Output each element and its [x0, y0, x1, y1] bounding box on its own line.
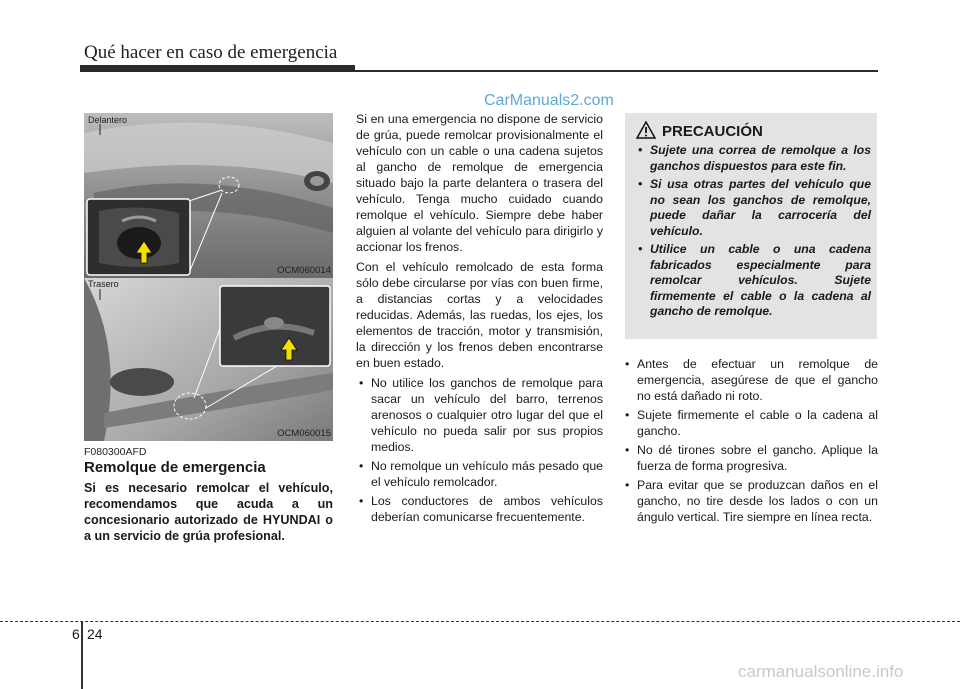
list-item: • Sujete una correa de remolque a los ganchos dispuestos para este fin. — [635, 143, 871, 174]
list-item: • Si usa otras partes del vehículo que no sean los ganchos de remolque, puede dañar la carrocería del vehículo. — [635, 177, 871, 239]
list-item: • Sujete firmemente el cable o la cadena al gancho. — [622, 407, 878, 439]
section-title: Remolque de emergencia — [84, 459, 266, 476]
rear-photo-label: Trasero — [88, 279, 119, 289]
main-text-column — [356, 111, 603, 528]
list-item: • Los conductores de ambos vehículos deberían comunicarse frecuentemente. — [356, 493, 603, 525]
list-item: • Utilice un cable o una cadena fabricados especialmente para remolcar vehículos. Sujete firmemente el cable o la cadena al gancho de remolque. — [635, 242, 871, 320]
warning-list — [356, 375, 603, 525]
paragraph: Si en una emergencia no dispone de servicio de grúa, puede remolcar provisionalmente el vehículo con un cable o una cadena sujetos al gancho de remolque de emergencia situado bajo la parte delantera o trasera del vehículo. Tenga mucho cuidado cuando remolque el vehículo. Siempre debe haber alguien al volante del vehículo para dirigirlo y accionar los frenos. — [356, 112, 603, 254]
section-intro: Si es necesario remolcar el vehículo, recomendamos que acuda a un concesionario autorizado de HYUNDAI o a un servicio de grúa profesional. — [84, 481, 333, 543]
page-header-title: Qué hacer en caso de emergencia — [84, 42, 338, 63]
caution-title: PRECAUCIÓN — [662, 123, 763, 140]
rear-tow-hook-photo — [84, 278, 333, 441]
list-item: • No remolque un vehículo más pesado que el vehículo remolcador. — [356, 458, 603, 490]
rear-bumper-illustration — [84, 278, 333, 441]
page-number: 24 — [87, 626, 103, 642]
instructions-list — [622, 356, 878, 525]
front-tow-hook-photo — [84, 113, 333, 278]
header-rule — [80, 70, 878, 72]
section-code: F080300AFD — [84, 446, 147, 458]
list-item: • No utilice los ganchos de remolque para sacar un vehículo del barro, terrenos arenosos o cualquier otro lugar del que el vehículo no pueda salir por sus propios medios. — [356, 375, 603, 455]
paragraph: Con el vehículo remolcado de esta forma sólo debe circularse por vías con buen firme, a distancias cortas y a velocidades reducidas. Además, las ruedas, los ejes, los elementos de tracción, motor y transmisión, la dirección y los frenos deben encontrarse en buen estado. — [356, 260, 603, 370]
list-item: • No dé tirones sobre el gancho. Aplique la fuerza de forma progresiva. — [622, 442, 878, 474]
list-item: • Para evitar que se produzcan daños en el gancho, no tire desde los lados o con un ángulo vertical. Tire siempre en línea recta. — [622, 477, 878, 525]
footer-divider — [81, 621, 83, 689]
chapter-number: 6 — [72, 626, 80, 642]
front-bumper-illustration — [84, 113, 333, 278]
footer-site-link[interactable]: carmanualsonline.info — [738, 662, 904, 681]
front-photo-label: Delantero — [88, 115, 128, 125]
watermark-link[interactable]: CarManuals2.com — [484, 92, 614, 109]
rear-photo-code: OCM060015 — [277, 428, 331, 439]
warning-triangle-icon — [636, 121, 656, 139]
front-photo-code: OCM060014 — [277, 265, 331, 276]
instructions-column — [622, 356, 878, 528]
footer-dashed-rule — [0, 621, 960, 622]
list-item: • Antes de efectuar un remolque de emergencia, asegúrese de que el gancho no está dañado ni roto. — [622, 356, 878, 404]
caution-list — [635, 143, 871, 323]
